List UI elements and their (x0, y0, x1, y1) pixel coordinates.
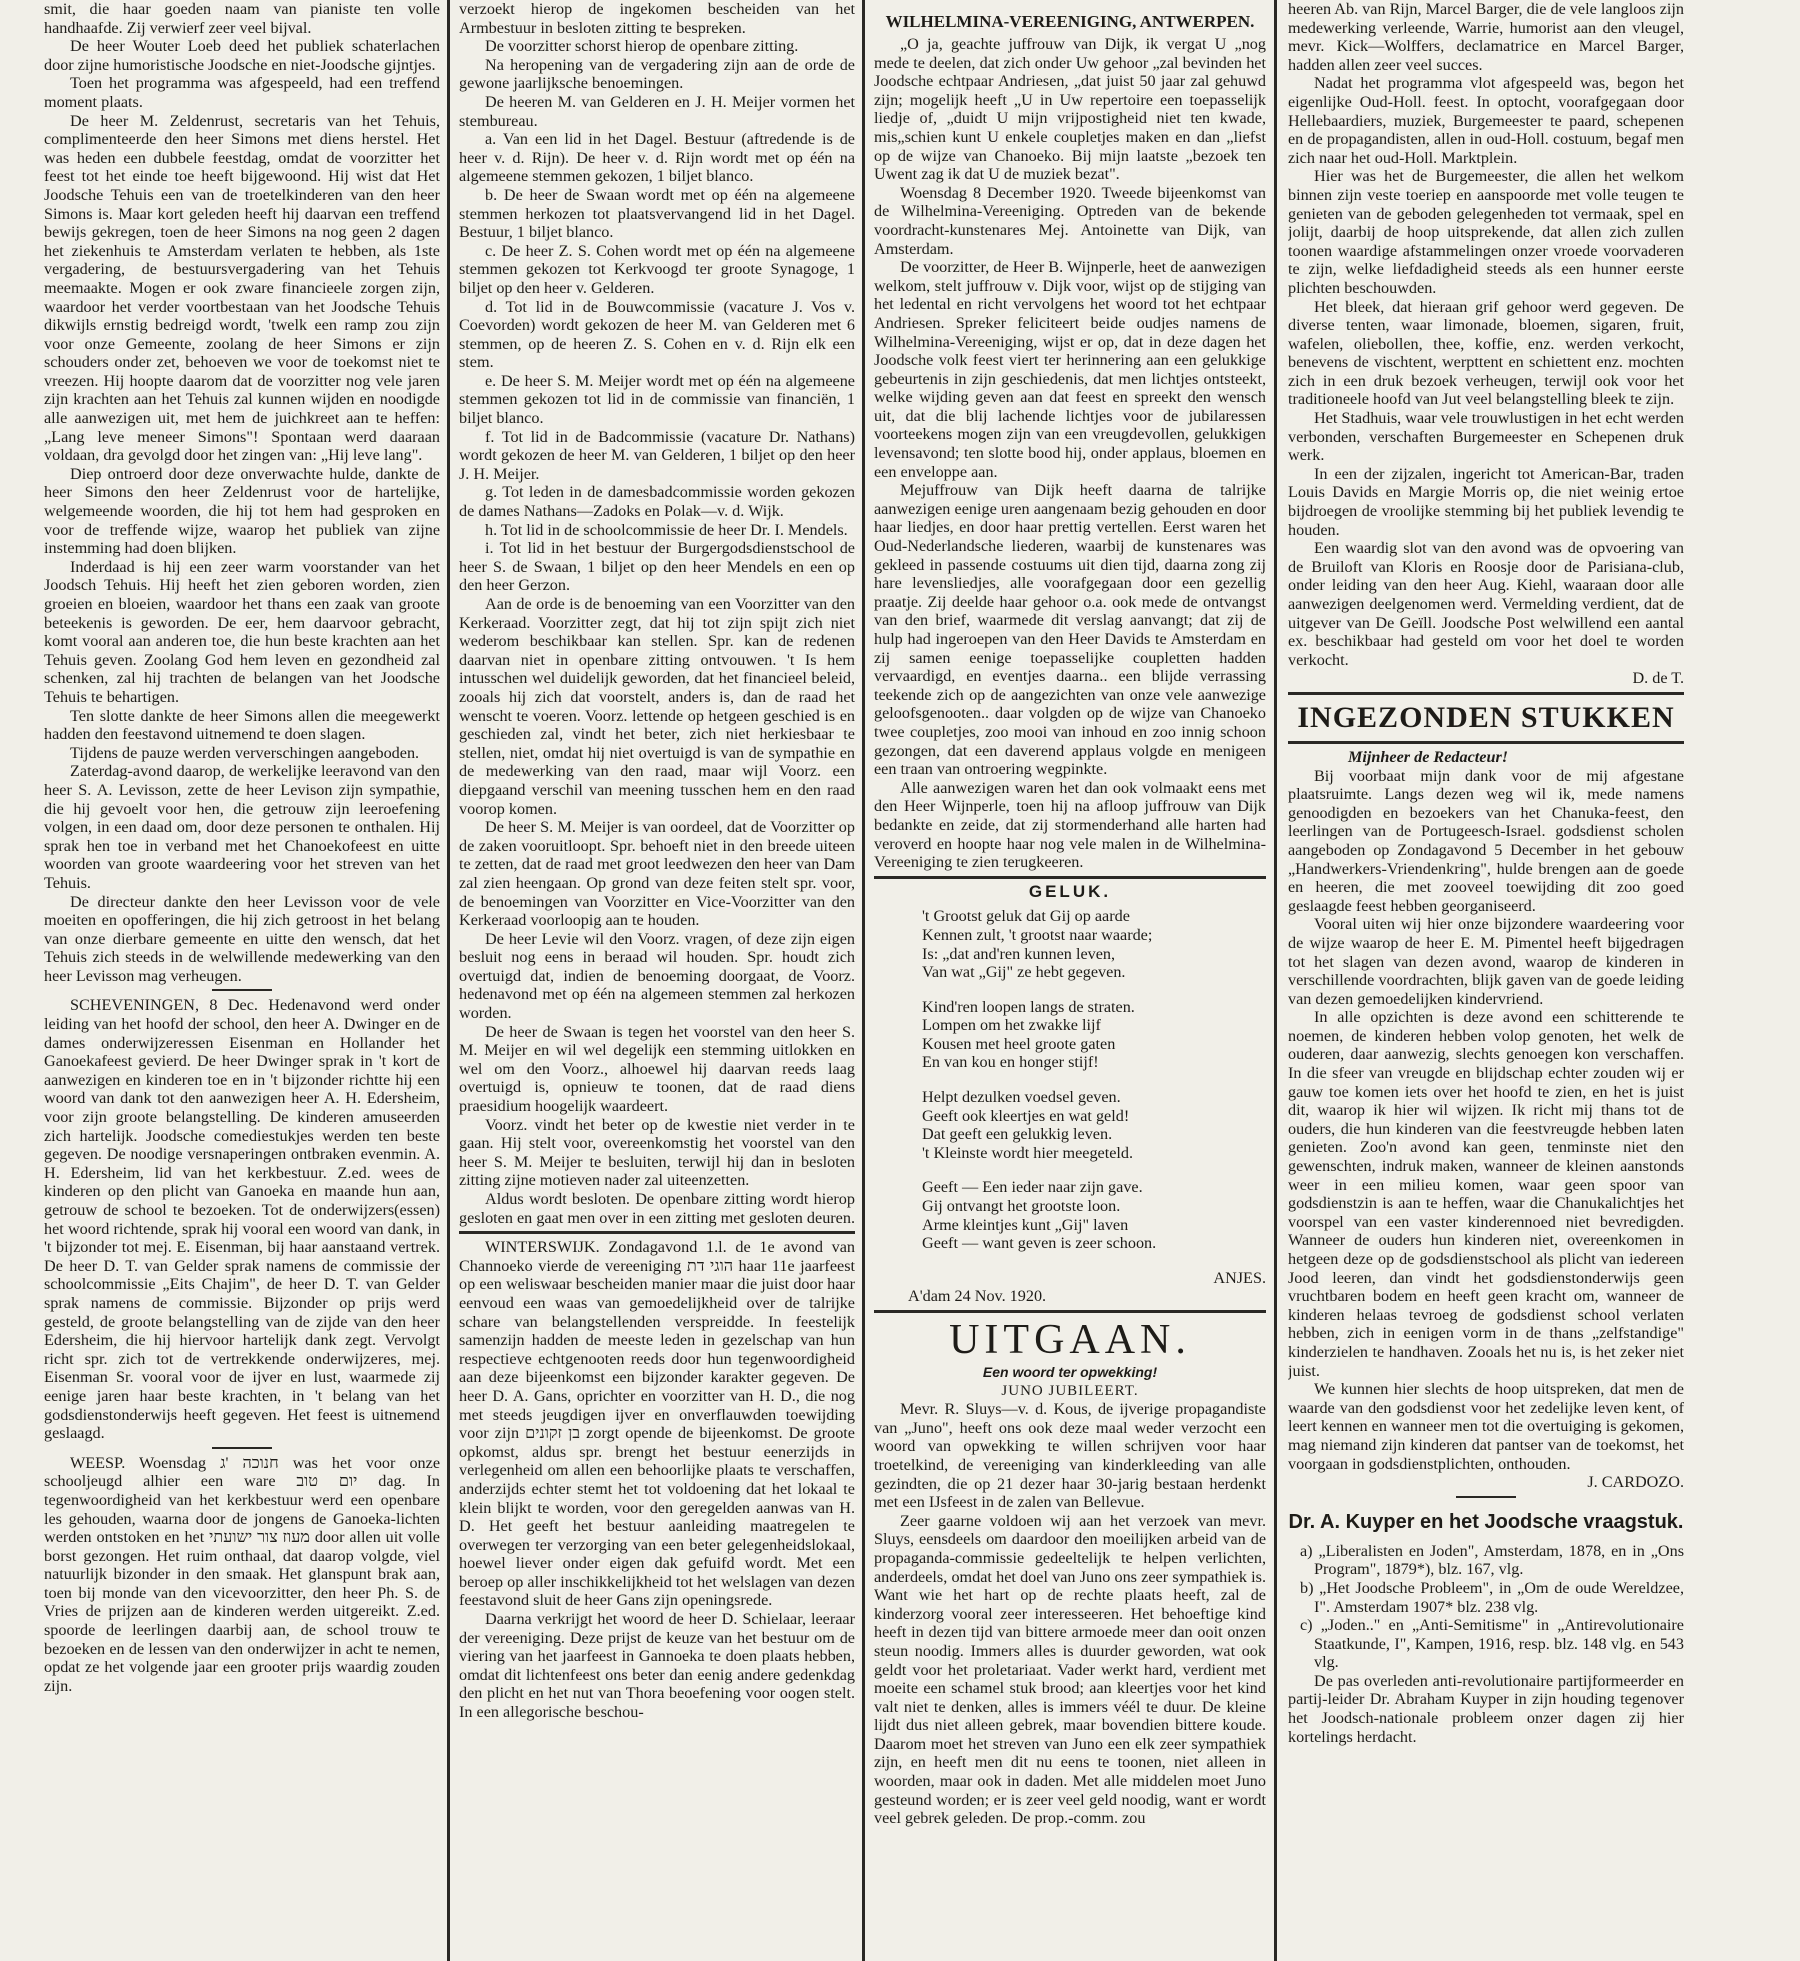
paragraph: Voorz. vindt het beter op de kwestie niet verder in te gaan. Hij stelt voor, overeenkomstig het voorstel van den heer S. M. Meijer te besluiten, terwijl hij dan in besloten zitting zijne motieven nader zal uiteenzetten. (459, 1115, 855, 1190)
paragraph: Zeer gaarne voldoen wij aan het verzoek van mevr. Sluys, eensdeels om daardoor den moeilijken arbeid van de propaganda-commissie gedeeltelijk te helpen verlichten, anderdeels, omdat het doel van Juno ons zeer sympathiek is. Want wie het hart op de rechte plaats heeft, zal de kinderzorg vooral zeer interesseeren. Het behoeftige kind heeft in dezen tijd van bittere armoede meer dan ooit onzen steun noodig. Immers alles is duurder geworden, wat ook geldt voor het proletariaat. Vader werkt hard, verdient met moeite een schamel stuk brood; aan kleertjes voor het kind valt niet te denken, alles is immers véél te duur. De kleine lijdt dus niet alleen gebrek, maar bovendien bittere koude. Daarom moet het streven van Juno een elk zeer sympathiek zijn, en heeft men dit nu eens te toonen, niet alleen in woorden, maar ook in daden. Met alle middelen moet Juno gesteund worden; er is zeer veel geld noodig, want er wordt veel gebrek geleden. De prop.-comm. zou (874, 1511, 1266, 1828)
feest-report (1288, 0, 1684, 669)
paragraph: Ten slotte dankte de heer Simons allen die meegewerkt hadden den feestavond uitnemend te doen slagen. (44, 706, 440, 744)
poem-line: Dat geeft een gelukkig leven. (922, 1125, 1113, 1144)
paragraph: i. Tot lid in het bestuur der Burgergodsdienstschool de heer S. de Swaan, 1 biljet op den heer Mendels en een op den heer Gerzon. (459, 539, 855, 595)
column-1 (44, 0, 440, 1961)
poem-line: Geeft — want geven is zeer schoon. (922, 1234, 1157, 1253)
paragraph: g. Tot leden in de damesbadcommissie worden gekozen de dames Nathans—Zadoks en Polak—v. d. Wijk. (459, 483, 855, 521)
poem-line: Kind'ren loopen langs de straten. (922, 997, 1135, 1016)
separator (212, 989, 272, 991)
poem-stanza (922, 1178, 1266, 1252)
poem-stanza (922, 907, 1266, 981)
paragraph: „O ja, geachte juffrouw van Dijk, ik vergat U „nog mede te deelen, dat zich onder Uw gehoor „zal bevinden het Joodsche echtpaar Andriesen, „dat juist 50 jaar zal gehuwd zijn; mogelijk heeft „U in Uw repertoire een toepasselijk liedje of, „duidt U mijn vrijpostigheid niet ten kwade, mis„schien kunt U enkele coupletjes maken en dan „liefst op de wijze van Chanoeko. Bij mijn laatste „bezoek ten Uwent zag ik dat U de muziek bezat". (874, 35, 1266, 184)
uitgaan-subtitle: Een woord ter opwekking! (982, 1364, 1158, 1380)
poem-line: 't Kleinste wordt hier meegeteld. (922, 1143, 1134, 1162)
column-rule (862, 0, 865, 1961)
paragraph: Tijdens de pauze werden ververschingen aangeboden. (70, 743, 420, 762)
paragraph: De heer S. M. Meijer is van oordeel, dat de Voorzitter op de zaken vooruitloopt. Spr. behoeft niet in den breede uiteen te zetten, dat de raad met groot leedwezen den heer van Dam zal zien heengaan. Op grond van deze feiten stelt spr. voor, de benoemingen van Voorzitter en Vice-Voorzitter van den Kerkeraad voorloopig aan te houden. (459, 818, 855, 930)
paragraph: Aan de orde is de benoeming van een Voorzitter van den Kerkeraad. Voorzitter zegt, dat hij tot zijn spijt zich niet wederom beschikbaar kan stellen. Spr. kan de redenen daarvan niet in openbare zitting ontvouwen. 't Is hem intusschen wel duidelijk geworden, dat het financieel beleid, zooals hij zich dat voorstelt, anders is, dan de raad het wenscht te voeren. Voorz. lettende op hetgeen geschied is en geschieden zal, vindt het beter, zich niet herkiesbaar te stellen, niet, omdat hij niet overtuigd is van de sympathie en de medewerking van den raad, maar wijl Voorz. een diepgaand verschil van meening tusschen hem en den raad voorop komen. (459, 595, 855, 818)
reference-item: b) „Het Joodsche Probleem", in „Om de oude Wereldzee, I". Amsterdam 1907* blz. 238 vlg. (1300, 1578, 1684, 1616)
poem-date: A'dam 24 Nov. 1920. (908, 1287, 1047, 1306)
winterswijk-report (459, 1238, 855, 1721)
kuyper-list (1288, 1542, 1684, 1672)
letter-signature: J. CARDOZO. (1587, 1473, 1684, 1492)
paragraph: In alle opzichten is deze avond een schitterende te noemen, de kinderen hebben volop genoten, het welk de ouderen, daar aanwezig, slechts genoegen kon verschaffen. In die sfeer van vreugde en blijdschap echter zouden wij er gauw toe komen iets over het hoofd te zien, en het is juist dit, waarop ik hier wil wijzen. Ik richt mij thans tot de ouders, die hun kinderen van die feestvreugde hebben laten genieten. Zoo'n avond kan geen, tenminste niet den gewenschten, indruk maken, wanneer de kleinen aanstonds weer in een milieu komen, waar geen spoor van godsdienstzin is aan te heffen, waar die Chanukalichtjes het voorspel van een vaster kinderennoed niet bevredigden. Wanneer de ouders hun kinderen niet, overeenkomen in hetgeen deze op de godsdienstschool als plicht van iedereen Jood leeren, dan vindt het godsdienstonderwijs geen vruchtbaren bodem en heeft geen kracht om, wanneer de kinderen helaas tevroeg de godsdienst school verlaten hebben, zich in eenigen vorm in de thans „zelfstandige" kinderzielen te handhaven. Zooals het nu is, is het zeker niet juist. (1288, 1008, 1684, 1380)
paragraph: Alle aanwezigen waren het dan ook volmaakt eens met den Heer Wijnperle, toen hij na afloop juffrouw van Dijk bedankte en zeide, dat zij stormenderhand alle harten had veroverd en hoopte haar nog vele malen in de Wilhelmina-Vereeniging te zien terugkeeren. (874, 778, 1266, 872)
paragraph: heeren Ab. van Rijn, Marcel Barger, die de vele langloos zijn medewerking verleende, Warrie, humorist aan den vleugel, mevr. Kick—Wolffers, declamatrice en Marcel Barger, hadden allen zeer veel succes. (1288, 0, 1684, 74)
paragraph: Het Stadhuis, waar vele trouwlustigen in het echt werden verbonden, verschaften Burgemeester en Schepenen druk werk. (1288, 409, 1684, 465)
paragraph: Vooral uiten wij hier onze bijzondere waardeering voor de wijze waarop de heer E. M. Pimentel heeft bijgedragen tot het slagen van dezen avond, waarop de kinderen in verschillende voordrachten, blijk gaven van de goede leiding van dezen gemoedelijken kindervriend. (1288, 915, 1684, 1008)
column-rule (447, 0, 450, 1961)
poem-line: Lompen om het zwakke lijf (922, 1016, 1101, 1035)
paragraph: Bij voorbaat mijn dank voor de mij afgestane plaatsruimte. Langs dezen weg wil ik, mede namens genoodigden en bezoekers van het Chanuka-feest, den leerlingen van de Portugeesch-Israel. godsdienst scholen aangeboden op Zondagavond 5 December in het gebouw „Handwerkers-Vriendenkring", hulde brengen aan de goede en heeren, die met zooveel toewijding dit zoo goed geslaagde feest hebben georganiseerd. (1288, 766, 1684, 915)
juno-heading: JUNO JUBILEERT. (1001, 1382, 1139, 1399)
paragraph: Mevr. R. Sluys—v. d. Kous, de ijverige propagandiste van „Juno", heeft ons ook deze maal weder verzocht een woord van opwekking te willen schrijven voor haar troetelkind, de vereeniging van kinderkleeding van alle gezindten, die op 21 dezer haar 30-jarig bestaan herdenkt met een IJsfeest in de zalen van Bellevue. (874, 1400, 1266, 1512)
wilhelmina-report (874, 35, 1266, 872)
paragraph: Toen het programma was afgespeeld, had een treffend moment plaats. (44, 74, 440, 111)
separator (459, 1231, 855, 1234)
paragraph: Een waardig slot van den avond was de opvoering van de Bruiloft van Kloris en Roosje door de Parisiana-club, onder leiding van den heer Aug. Kiehl, waaraan door alle aanwezigen deelgenomen werd. Vermelding verdient, dat de uitgever van De Geïll. Joodsche Post welwillend een aantal ex. beschikbaar had gesteld om voor het doel te worden verkocht. (1288, 539, 1684, 669)
kuyper-text: De pas overleden anti-revolutionaire partijformeerder en partij-leider Dr. Abraham Kuyper in zijn houding tegenover het Joodsch-nationale probleem onzer dagen zij hier kortelings herdacht. (1288, 1671, 1684, 1746)
paragraph: smit, die haar goeden naam van pianiste ten volle handhaafde. Zij verwierf zeer veel bijval. (44, 0, 440, 37)
paragraph: Nadat het programma vlot afgespeeld was, begon het eigenlijke Oud-Holl. feest. In optocht, voorafgegaan door Hellebaardiers, muziek, Burgemeester te paard, schepenen en de propagandisten, allen in oud-Holl. costuum, begaf men zich naar het oud-Holl. Marktplein. (1288, 74, 1684, 167)
paragraph: SCHEVENINGEN, 8 Dec. Hedenavond werd onder leiding van het hoofd der school, den heer A. Dwinger en de dames onderwijzeressen Eisenman en Hollander het Ganoekafeest gevierd. De heer Dwinger sprak in 't kort de aanwezigen en kinderen toe en in 't bijzonder richtte hij een woord van dank tot den aanwezigen heer A. H. Edersheim, voor zijn groote belangstelling. De kinderen amuseerden zich hartelijk. Joodsche comediestukjes werden ten beste gegeven. De noodige versnaperingen ontbraken evenmin. A. H. Edersheim, lid van het kerkbestuur. Z.ed. wees de kinderen op den plicht van Ganoeka en maande hun aan, getrouw de school te bezoeken. Tot de onderwijzers(essen) het woord richtende, sprak hij vooral een woord van dank, in 't bijzonder tot mej. E. Eisenman, bij haar aanstaand vertrek. De heer D. T. van Gelder sprak namens de commissie der schoolcommissie „Eits Chajim", de heer D. T. van Gelder sprak namens de commissie. Bijzonder op prijs werd gesteld, de groote belangstelling van de zijde van den heer Edersheim, die hij hiervoor hartelijk dank zegt. Vervolgt richt spr. zich tot de vertrekkende onderwijzeres, mej. Eisenman Sr. vooral voor de ijver en lust, waarmede zij eenige jaren haar beste krachten, in 't belang van het godsdienstonderwijs heeft gegeven. Het feest is uitnemend geslaagd. (44, 996, 440, 1443)
poem-line: Arme kleintjes kunt „Gij" laven (922, 1215, 1129, 1234)
poem-stanza (922, 998, 1266, 1072)
paragraph: De heeren M. van Gelderen en J. H. Meijer vormen het stembureau. (459, 92, 855, 130)
poem-line: En van kou en honger stijf! (922, 1053, 1099, 1072)
paragraph: c. De heer Z. S. Cohen wordt met op één na algemeene stemmen gekozen tot Kerkvoogd ter groote Synagoge, 1 biljet op den heer v. Gelderen. (459, 241, 855, 297)
paragraph: De voorzitter, de Heer B. Wijnperle, heet de aanwezigen welkom, stelt juffrouw v. Dijk voor, wijst op de stijging van het ledental en richt vervolgens het woord tot het echtpaar Andriesen. Spreker feliciteert beide oudjes namens de Wilhelmina-Vereeniging, wijst er op, dat in deze dagen het Joodsche volk feest viert ter herinnering aan een gelukkige gebeurtenis in zijn geschiedenis, dat men lichtjes ontsteekt, welke wijding geven aan dat feest en spreekt den wensch uit, dat die blij lachende lichtjes voor de jubilaressen voorteekens mogen zijn van een vreugdevollen, gelukkigen levensavond; ten slotte bood hij, onder applaus, bloemen en een enveloppe aan. (874, 258, 1266, 481)
separator (1288, 692, 1684, 695)
poem-line: Kousen met heel groote gaten (922, 1034, 1116, 1053)
column-rule (1274, 0, 1277, 1961)
column-2 (459, 0, 855, 1961)
poem-line: 't Grootst geluk dat Gij op aarde (922, 907, 1130, 926)
paragraph: De directeur dankte den heer Levisson voor de vele moeiten en opofferingen, die hij zich getroost in het belang van onze dierbare gemeente en uitte den wensch, dat het Tehuis zich steeds in de welwillende medewerking van den heer Levisson mag verheugen. (44, 892, 440, 985)
paragraph: De voorzitter schorst hierop de openbare zitting. (485, 37, 799, 56)
separator (1288, 741, 1684, 744)
separator (874, 1310, 1266, 1313)
poem-line: Helpt dezulken voedsel geven. (922, 1088, 1121, 1107)
uitgaan-title: UITGAAN. (949, 1317, 1191, 1363)
paragraph: In een der zijzalen, ingericht tot American-Bar, traden Louis Davids en Margie Morris op, die niet weinig ertoe bijdroegen de vroolijke stemming bij het publiek levendig te houden. (1288, 464, 1684, 539)
uitgaan-article (874, 1400, 1266, 1828)
paragraph: e. De heer S. M. Meijer wordt met op één na algemeene stemmen gekozen tot lid in de commissie van financiën, 1 biljet blanco. (459, 371, 855, 428)
paragraph: Hier was het de Burgemeester, die allen het welkom binnen zijn veste toeriep en aanspoorde met volle teugen te genieten van de geboden gelegenheden tot vermaak, spel en jolijt, daarbij de hoop uitsprekende, dat allen zich zullen toonen waardige afstammelingen onzer vroede voorvaderen te zijn, welke liefdadigheid steeds als een hunner eerste plichten beschouwden. (1288, 167, 1684, 297)
paragraph: verzoekt hierop de ingekomen bescheiden van het Armbestuur in besloten zitting te bespreken. (459, 0, 855, 37)
paragraph: Woensdag 8 December 1920. Tweede bijeenkomst van de Wilhelmina-Vereeniging. Optreden van de bekende voordracht-kunstenares Mej. Antoinette van Dijk, van Amsterdam. (874, 183, 1266, 258)
poem-line: Kennen zult, 't grootst naar waarde; (922, 925, 1153, 944)
column-4 (1288, 0, 1684, 1961)
paragraph: h. Tot lid in de schoolcommissie de heer Dr. I. Mendels. (485, 520, 848, 539)
paragraph: a. Van een lid in het Dagel. Bestuur (aftredende is de heer v. d. Rijn). De heer v. d. Rijn wordt met op één na algemeene stemmen gekozen, 1 biljet blanco. (459, 130, 855, 186)
separator (1456, 1496, 1516, 1498)
paragraph: b. De heer de Swaan wordt met op één na algemeene stemmen herkozen tot plaatsvervangend lid in het Dagel. Bestuur, 1 biljet blanco. (459, 185, 855, 242)
poem-signature: ANJES. (1213, 1268, 1266, 1287)
col1-body (44, 0, 440, 985)
paragraph: Na heropening van de vergadering zijn aan de orde de gewone jaarlijksche benoemingen. (459, 55, 855, 93)
poem-line: Is: „dat and'ren kunnen leven, (922, 944, 1116, 963)
kuyper-title: Dr. A. Kuyper en het Joodsche vraagstuk. (1288, 1510, 1684, 1533)
paragraph: f. Tot lid in de Badcommissie (vacature Dr. Nathans) wordt gekozen de heer M. van Gelderen, 1 biljet op den heer J. H. Meijer. (459, 427, 855, 483)
poem-stanza (922, 1088, 1266, 1162)
reference-item: a) „Liberalisten en Joden", Amsterdam, 1878, en in „Ons Program", 1879*), blz. 167, vlg. (1300, 1541, 1684, 1579)
paragraph: Inderdaad is hij een zeer warm voorstander van het Joodsch Tehuis. Hij heeft het zien geboren worden, zien groeien en bloeien, waardoor het thans een zaak van groote beteekenis is geworden. De eer, hem daarvoor gebracht, komt vooral aan anderen toe, die hun beste krachten aan het Tehuis geven. Zoolang God hem leven en gezondheid zal schenken, zal hij trachten de belangen van het Joodsche Tehuis te behartigen. (44, 557, 440, 706)
letter (1288, 767, 1684, 1474)
report-signature: D. de T. (1632, 669, 1684, 688)
separator (212, 1447, 272, 1449)
poem-line: Geeft — Een ieder naar zijn gave. (922, 1178, 1143, 1197)
paragraph: We kunnen hier slechts de hoop uitspreken, dat men de waarde van den godsdienst voor het zedelijke leven kent, of leert kennen en wanneer men tot die overtuiging is gekomen, mag niemand zijn kinderen dat pantser van de toekomst, het voorgaan in godsdienstplichten, onthouden. (1288, 1380, 1684, 1473)
paragraph: Het bleek, dat hieraan grif gehoor werd gegeven. De diverse tenten, waar limonade, bloemen, sigaren, fruit, wafelen, oliebollen, thee, koffie, enz. werden verkocht, benevens de vischtent, werpttent en schiettent enz. mochten zich in een druk bezoek verheugen, terwijl ook voor het traditioneele hoofd van Jut veel belangstelling bleek te zijn. (1288, 297, 1684, 409)
paragraph: De heer Levie wil den Voorz. vragen, of deze zijn eigen besluit nog eens in beraad wil houden. Spr. houdt zich overtuigd dat, indien de benoeming doorgaat, de Voorz. hedenavond met op één na algemeen stemmen zal herkozen worden. (459, 929, 855, 1023)
ingezonden-title: INGEZONDEN STUKKEN (1297, 700, 1675, 734)
kerkeraad-report (459, 0, 855, 1227)
paragraph: Daarna verkrijgt het woord de heer D. Schielaar, leeraar der vereeniging. Deze prijst de keuze van het bestuur om de viering van het jaarfeest in Gannoeka te doen plaats hebben, omdat dit lichtenfeest ons beter dan eenig andere gedenkdag den plicht en het nut van Thora beoefening voor oogen stelt. In een allegorische beschou- (459, 1610, 855, 1722)
salutation: Mijnheer de Redacteur! (1348, 747, 1509, 766)
separator (874, 876, 1266, 879)
paragraph: WEESP. Woensdag חנוכה 'ג was het voor onze schooljeugd alhier een ware יום טוב dag. In tegenwoordigheid van het kerkbestuur werd een openbare les gehouden, waarna door de jongens de Ganoeka-lichten werden ontstoken en het מעוז צור ישועתי door allen uit volle borst gezongen. Het ruim onthaal, dat daarop volgde, viel natuurlijk bizonder in den smaak. Het glanspunt brak aan, toen bij monde van den vicevoorzitter, den heer Ph. S. de Vries de prijzen aan de kinderen werden uitgereikt. Z.ed. spoorde de leerlingen daarbij aan, de school trouw te bezoeken en de lessen van den onderwijzer in acht te nemen, opdat ze het volgende jaar een grooter prijs waardig zouden zijn. (44, 1453, 440, 1695)
paragraph: Aldus wordt besloten. De openbare zitting wordt hierop gesloten en gaat men over in een zitting met gesloten deuren. (459, 1190, 855, 1227)
wilhelmina-heading: WILHELMINA-VEREENIGING, ANTWERPEN. (885, 12, 1255, 31)
scheveningen-report (44, 996, 440, 1442)
paragraph: Zaterdag-avond daarop, de werkelijke leeravond van den heer S. A. Levisson, zette de heer Levison zijn sympathie, die hij gevoelt voor hen, die getrouw zijn leeroefening volgen, in een daad om, door deze personen te onthalen. Hij sprak hen toe in verband met het Chanoekofeest en uitte woorden van groote waardeering voor het streven van het Tehuis. (44, 762, 440, 892)
weesp-report (44, 1454, 440, 1696)
column-3 (874, 0, 1266, 1961)
paragraph: De heer de Swaan is tegen het voorstel van den heer S. M. Meijer en wil wel degelijk een stemming uitlokken en wel om den Voorz., alhoewel hij daarvan reeds laag overtuigd is, opnieuw te toonen, dat de raad diens praesidium hoogelijk waardeert. (459, 1022, 855, 1116)
paragraph: De heer Wouter Loeb deed het publiek schaterlachen door zijne humoristische Joodsche en niet-Joodsche gijntjes. (44, 37, 440, 74)
poem-line: Van wat „Gij" ze hebt gegeven. (922, 963, 1126, 982)
paragraph: d. Tot lid in de Bouwcommissie (vacature J. Vos v. Coevorden) wordt gekozen de heer M. van Gelderen met 6 stemmen, op de heeren Z. S. Cohen en v. d. Rijn elk een stem. (459, 297, 855, 372)
poem-title: GELUK. (1028, 881, 1112, 901)
paragraph: Mejuffrouw van Dijk heeft daarna de talrijke aanwezigen eenige uren aangenaam bezig gehouden en door haar liedjes, en door haar prettig vertellen. Eerst waren het Oud-Nederlandsche liederen, waarbij de kunstenares was gekleed in passende costuums uit dien tijd, daarna zong zij hare levensliedjes, alle voorafgegaan door een gezellig praatje. Zij deelde haar gehoor o.a. ook mede de ontvangst van den brief, waarmede dit verslag aanvangt; dat zij de hulp had ingeroepen van den Heer Davids te Amsterdam en zij samen eenige toepasselijke coupletten hadden vervaardigd, en eventjes daarna.. een blijde verrassing teekende zich op de aangezichten van onze vele aanwezige geloofsgenooten.. daar volgden op de wijze van Chanoeko twee coupletjes, zoo mooi van inhoud en zoo innig schoon gezongen, dat een daverend applaus volgde en menigeen een traan van ontroering wegpinkte. (874, 481, 1266, 779)
paragraph: De heer M. Zeldenrust, secretaris van het Tehuis, complimenteerde den heer Simons met diens herstel. Het was heden een dubbele feestdag, omdat de voorzitter het feest tot het einde toe heeft bijgewoond. Hij wist dat Het Joodsche Tehuis een van de troetelkinderen van den heer Simons is. Maar kort geleden heeft hij daarvan een treffend bewijs gekregen, toen de heer Simons na nog geen 2 dagen het ziekenhuis te Amsterdam verlaten te hebben, als 1ste vergadering, de bestuursvergadering van het Tehuis meemaakte. Mogen er ook zware financieele zorgen zijn, waardoor het verder voortbestaan van het Joodsche Tehuis dikwijls ernstig bedreigd wordt, 'twelk een ramp zou zijn voor onze Gemeente, zoolang de heer Simons er zijn schouders onder zet, behoeven we voor de toekomst niet te vreezen. Hij hoopte daarom dat de voorzitter nog vele jaren zijn krachten aan het Tehuis zal kunnen wijden en noodigde alle aanwezigen uit, met hem de juichkreet aan te heffen: „Lang leve meneer Simons"! Spontaan werd daaraan voldaan, dra gevolgd door het zingen van: „Hij leve lang". (44, 111, 440, 465)
poem-line: Gij ontvangt het grootste loon. (922, 1197, 1121, 1216)
paragraph: WINTERSWIJK. Zondagavond 1.l. de 1e avond van Channoeko vierde de vereeniging הוגי דת haar 11e jaarfeest op een weliswaar bescheiden manier maar die juist door haar eenvoud een waas van gemoedelijkheid over de talrijke schare van belangstellenden verspreidde. In feestelijk samenzijn hadden de meeste leden in gezelschap van hun respectieve echtgenooten reeds door hun tegenwoordigheid aan deze bijeenkomst een bijzonder karakter gegeven. De heer D. A. Gans, oprichter en voorzitter van H. D., die nog met steeds jeugdigen ijver en onverflauwden toewijding voor zijn בן זקונים zorgt opende de bijeenkomst. De groote opkomst, aldus spr. brengt het bestuur eenerzijds in verlegenheid om allen een behoorlijke plaats te verschaffen, anderzijds echter stemt het tot voldoening dat het lokaal te klein blijkt te worden, voor den geregelden aanwas van H. D. Het geeft het bestuur aanleiding maatregelen te overwegen ter verzorging van een beter gelegenheidslokaal, hoewel liever onder eigen dak gefuifd wordt. Met een beroep op aller inschikkelijkheid tot het welslagen van dezen feestavond sluit de heer Gans zijn openingsrede. (459, 1238, 855, 1610)
paragraph: Diep ontroerd door deze onverwachte hulde, dankte de heer Simons den heer Zeldenrust voor de hartelijke, welgemeende woorden, die hij tot hem had gesproken en voor de treffende wijze, waarop het publiek van zijne instemming had doen blijken. (44, 464, 440, 558)
reference-item: c) „Joden.." en „Anti-Semitisme" in „Antirevolutionaire Staatkunde, I", Kampen, 1916, resp. blz. 148 vlg. en 543 vlg. (1300, 1616, 1684, 1672)
poem (874, 907, 1266, 1253)
poem-line: Geeft ook kleertjes en wat geld! (922, 1106, 1130, 1125)
